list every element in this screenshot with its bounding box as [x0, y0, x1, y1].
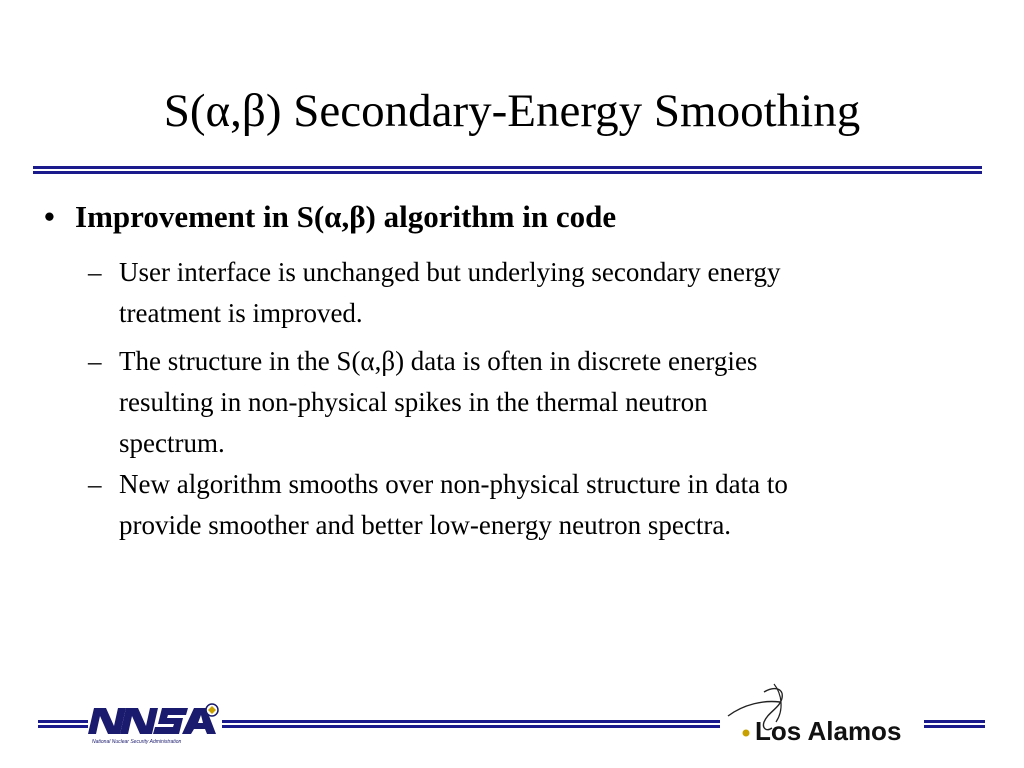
dash-marker: – — [88, 346, 102, 376]
sub-bullet-line: resulting in non-physical spikes in the thermal neutron — [119, 387, 708, 417]
dash-marker: – — [88, 469, 102, 499]
dash-marker: – — [88, 257, 102, 287]
los-alamos-wordmark: Los Alamos — [755, 716, 902, 746]
sub-bullet-line: spectrum. — [119, 428, 225, 458]
sub-bullet-line: User interface is unchanged but underlying secondary energy — [119, 257, 781, 287]
slide-title: S(α,β) Secondary-Energy Smoothing — [163, 85, 861, 137]
nnsa-logo — [88, 700, 223, 746]
sub-bullet-line: The structure in the S(α,β) data is often in discrete energies — [119, 346, 758, 376]
footer-divider — [924, 719, 985, 729]
sub-bullet-line: provide smoother and better low-energy neutron spectra. — [119, 510, 732, 540]
bullet-marker: • — [44, 199, 55, 234]
sub-bullet-line: New algorithm smooths over non-physical structure in data to — [119, 469, 788, 499]
svg-text:National Nuclear Security Admi: National Nuclear Security Administration — [92, 739, 182, 745]
main-bullet-text: Improvement in S(α,β) algorithm in code — [75, 199, 617, 234]
title-divider — [33, 165, 982, 175]
footer-divider — [38, 719, 88, 729]
footer-divider — [222, 719, 720, 729]
sub-bullet-line: treatment is improved. — [119, 298, 363, 328]
